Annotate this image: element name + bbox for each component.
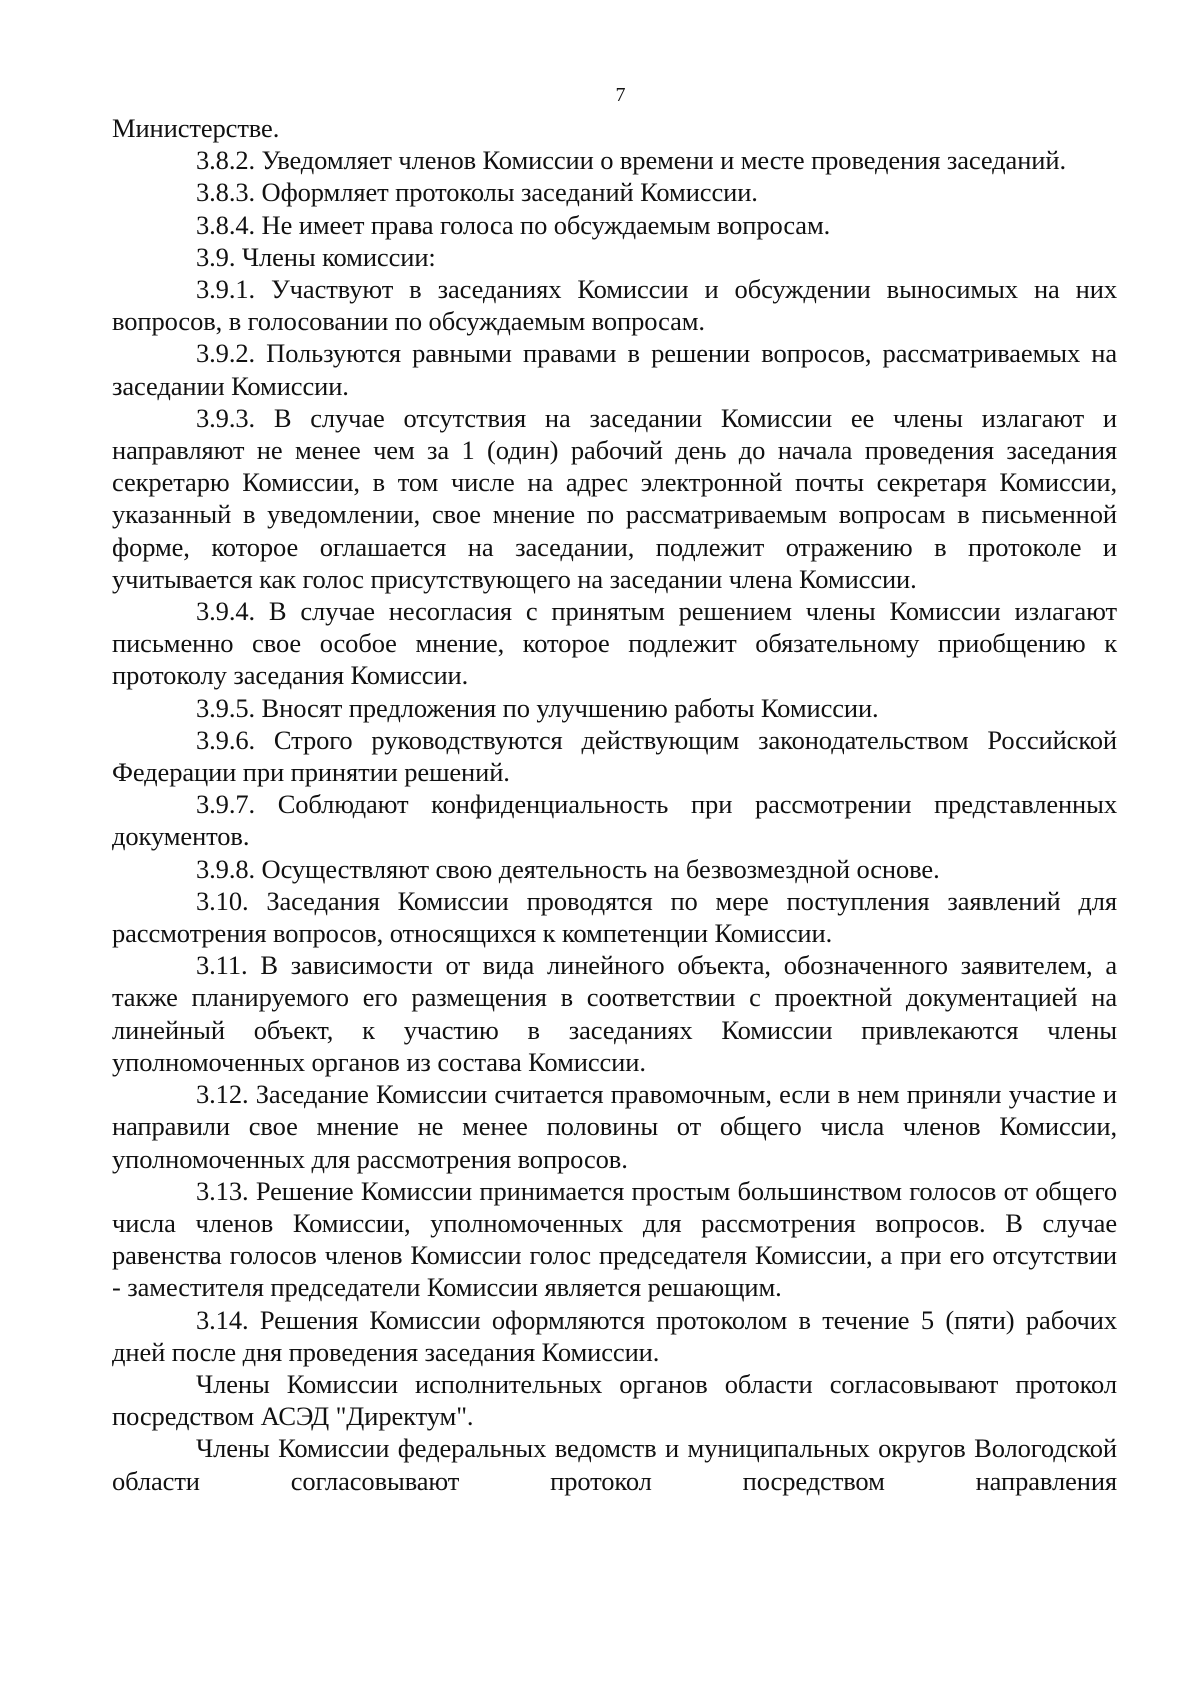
paragraph: 3.10. Заседания Комиссии проводятся по мере поступления заявлений для рассмотрения вопросов, относящихся к компетенции Комиссии. [112, 885, 1117, 949]
paragraph: 3.9. Члены комиссии: [196, 241, 436, 272]
document-body [112, 112, 1117, 1497]
paragraph: 3.9.7. Соблюдают конфиденциальность при рассмотрении представленных документов. [112, 789, 1117, 852]
paragraph: 3.9.5. Вносят предложения по улучшению работы Комиссии. [196, 692, 879, 723]
paragraph: 3.9.6. Строго руководствуются действующим законодательством Российской Федерации при принятии решений. [112, 724, 1117, 788]
paragraph: 3.9.1. Участвуют в заседаниях Комиссии и обсуждении выносимых на них вопросов, в голосовании по обсуждаемым вопросам. [112, 274, 1117, 337]
paragraph: 3.9.2. Пользуются равными правами в решении вопросов, рассматриваемых на заседании Комиссии. [112, 338, 1117, 401]
paragraph: Члены Комиссии исполнительных органов области согласовывают протокол посредством АСЭД "Директум". [112, 1368, 1117, 1432]
paragraph: 3.8.3. Оформляет протоколы заседаний Комиссии. [196, 177, 758, 208]
paragraph: 3.12. Заседание Комиссии считается правомочным, если в нем приняли участие и направили свое мнение не менее половины от общего числа членов Комиссии, уполномоченных для рассмотрения вопросов. [112, 1079, 1117, 1174]
paragraph: 3.9.3. В случае отсутствия на заседании Комиссии ее члены излагают и направляют не менее чем за 1 (один) рабочий день до начала проведения заседания секретарю Комиссии, в том числе на адрес электронной почты секретаря Комиссии, указанный в уведомлении, свое мнение по рассматриваемым вопросам в письменной форме, которое оглашается на заседании, подлежит отражению в протоколе и учитывается как голос присутствующего на заседании члена Комиссии. [112, 402, 1117, 594]
paragraph: 3.11. В зависимости от вида линейного объекта, обозначенного заявителем, а также планируемого его размещения в соответствии с проектной документацией на линейный объект, к участию в заседаниях Комиссии привлекаются члены уполномоченных органов из состава Комиссии. [112, 950, 1117, 1077]
paragraph: 3.8.2. Уведомляет членов Комиссии о времени и месте проведения заседаний. [196, 145, 1066, 176]
paragraph: 3.8.4. Не имеет права голоса по обсуждаемым вопросам. [196, 209, 831, 240]
paragraph: 3.9.4. В случае несогласия с принятым решением члены Комиссии излагают письменно свое особое мнение, которое подлежит обязательному приобщению к протоколу заседания Комиссии. [112, 596, 1117, 691]
paragraph: Члены Комиссии федеральных ведомств и муниципальных округов Вологодской области согласовывают протокол посредством направления [112, 1433, 1117, 1496]
paragraph: Министерстве. [112, 113, 280, 143]
page-number: 7 [615, 84, 626, 106]
paragraph: 3.13. Решение Комиссии принимается простым большинством голосов от общего числа членов Комиссии, уполномоченных для рассмотрения вопросов. В случае равенства голосов членов Комиссии голос председателя Комиссии, а при его отсутствии - заместителя председатели Комиссии является решающим. [112, 1175, 1117, 1303]
paragraph: 3.14. Решения Комиссии оформляются протоколом в течение 5 (пяти) рабочих дней после дня проведения заседания Комиссии. [112, 1304, 1117, 1367]
paragraph: 3.9.8. Осуществляют свою деятельность на безвозмездной основе. [196, 853, 940, 884]
